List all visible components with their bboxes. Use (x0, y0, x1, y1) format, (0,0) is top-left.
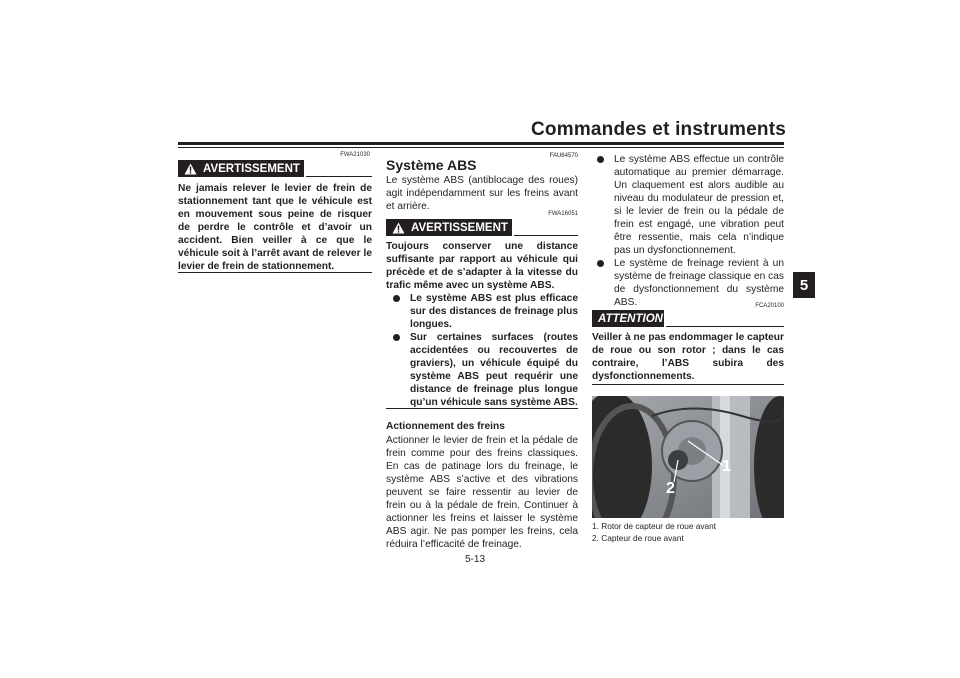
warning-label: AVERTISSEMENT (203, 162, 300, 175)
col2-warning-code: FWA16051 (548, 211, 578, 217)
col2-code: FAU64570 (549, 153, 578, 159)
list-item: Le système ABS est plus efficace sur des distances de freinage plus longues. (388, 292, 578, 331)
caption-2: 2. Capteur de roue avant (592, 533, 684, 543)
warning-triangle-icon (184, 163, 197, 175)
page-number: 5-13 (465, 554, 486, 565)
brake-text: Actionner le levier de frein et la pédale de frein comme pour des freins classiques. En cas de patinage lors du freinage, le système ABS s’active et des vibrations peuvent se faire ressentir au levier de frein ou à la pédale de frein. Continuer à actionner les freins et laisser le système ABS agir. Ne pas pomper les freins, cela réduira l’efficacité de freinage. (386, 435, 578, 550)
attention-text: Veiller à ne pas endommager le capteur de roue ou son rotor ; dans le cas contraire, l’ABS subira des dysfonctionnements. (592, 332, 784, 382)
attention-end-rule (592, 384, 784, 385)
wheel-sensor-photo (592, 396, 784, 518)
attention-code: FCA20100 (755, 303, 784, 309)
abs-warning-end-rule (386, 408, 578, 409)
caption-1: 1. Rotor de capteur de roue avant (592, 521, 717, 531)
abs-warning-text: Toujours conserver une distance suffisante par rapport au véhicule qui précède et de s’adapter à la vitesse du trafic même avec un système ABS. (386, 241, 578, 291)
warning-underline-2 (514, 235, 578, 236)
warning-text: Ne jamais relever le levier de frein de stationnement tant que le véhicule est en mouvement sous peine de risquer de perdre le contrôle et d’avoir un accident. Bien veiller à ce que le véhicule soit à l’arrêt avant de relever le levier de frein de stationnement. (178, 183, 372, 272)
warning-end-rule (178, 272, 372, 273)
header-rule-thin (178, 147, 784, 148)
wheel-sensor-illustration (592, 396, 784, 518)
warning-triangle-icon (392, 222, 405, 234)
warning-label: AVERTISSEMENT (411, 221, 508, 234)
abs-warning-bullets (388, 292, 578, 409)
warning-label-box-2 (386, 219, 512, 236)
attention-underline (666, 326, 784, 327)
attention-label: ATTENTION (592, 310, 664, 327)
col1-code: FWA21030 (340, 152, 370, 158)
abs-heading: Système ABS (386, 157, 477, 173)
callout-2: 2 (666, 480, 675, 497)
callout-1: 1 (722, 458, 731, 475)
list-item: Le système de freinage revient à un système de freinage classique en cas de dysfonctionnement du système ABS. (592, 257, 784, 309)
abs-info-bullets (592, 153, 784, 309)
brake-subheading: Actionnement des freins (386, 421, 505, 432)
list-item: Le système ABS effectue un contrôle automatique au premier démarrage. Un claquement est alors audible au niveau du modulateur de pression et, si le levier de frein ou la pédale de frein est engagé, une vibration peut être ressentie, mais cela n’indique pas un dysfonctionnement. (592, 153, 784, 257)
list-item: Sur certaines surfaces (routes accidentées ou recouvertes de graviers), un véhicule équipé du système ABS peut requérir une distance de freinage plus longue qu’un véhicule sans système ABS. (388, 331, 578, 409)
header-rule (178, 142, 784, 145)
chapter-tab: 5 (793, 272, 815, 298)
page-title: Commandes et instruments (531, 119, 787, 140)
abs-intro: Le système ABS (antiblocage des roues) agit indépendamment sur les freins avant et arrière. (386, 175, 578, 212)
warning-label-box (178, 160, 304, 177)
warning-underline (306, 176, 372, 177)
